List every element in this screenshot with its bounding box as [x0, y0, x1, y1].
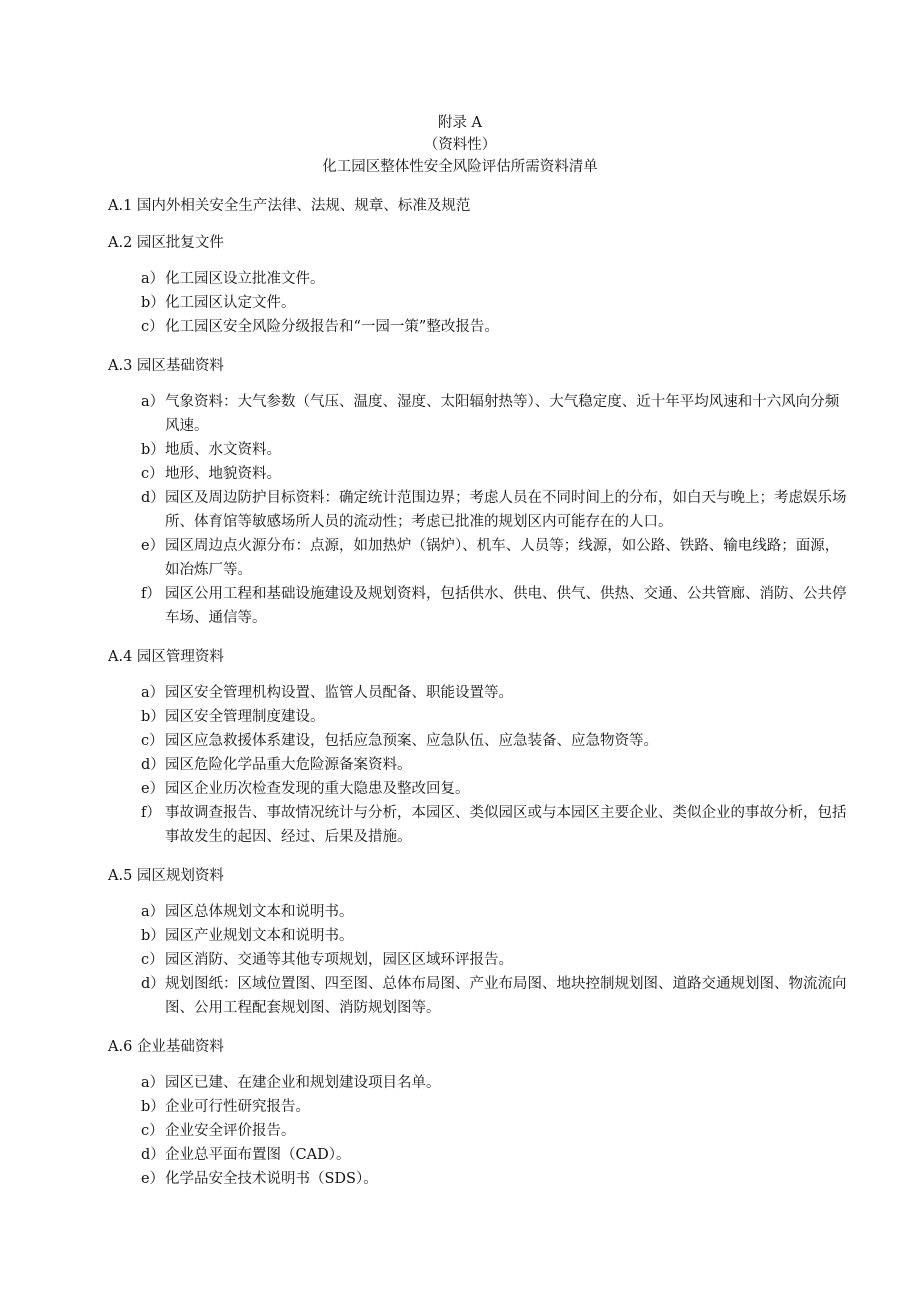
list-item: [108, 1071, 853, 1095]
document-body: [108, 196, 853, 1208]
list-item-marker: b）: [141, 1099, 165, 1115]
list-item-marker: c）: [141, 952, 164, 968]
list-item-marker: a）: [141, 1075, 165, 1091]
list-item: [108, 900, 853, 924]
list-item-marker: b）: [141, 709, 165, 725]
list-item: [108, 315, 853, 339]
section-heading: A.1 国内外相关安全生产法律、法规、规章、标准及规范: [108, 198, 471, 214]
list-item-marker: a）: [141, 685, 165, 701]
list-item-marker: c）: [141, 1123, 164, 1139]
list-item-text: 园区已建、在建企业和规划建设项目名单。: [165, 1075, 441, 1091]
list-item-marker: e）: [141, 781, 165, 797]
list-item-text: 企业总平面布置图（CAD）。: [165, 1147, 351, 1163]
list-item-marker: d）: [141, 976, 165, 992]
list-item-marker: b）: [141, 295, 165, 311]
section: [108, 196, 853, 216]
list-item: [108, 291, 853, 315]
list-item: [108, 1119, 853, 1143]
list-item-text: 园区及周边防护目标资料：确定统计范围边界；考虑人员在不同时间上的分布，如白天与晚上；考虑娱乐场所、体育馆等敏感场所人员的流动性；考虑已批准的规划区内可能存在的人口。: [165, 490, 847, 530]
list-item-marker: d）: [141, 490, 165, 506]
list-item: [108, 438, 853, 462]
list-item: [108, 1167, 853, 1191]
list-item-text: 事故调查报告、事故情况统计与分析，本园区、类似园区或与本园区主要企业、类似企业的事故分析，包括事故发生的起因、经过、后果及措施。: [165, 805, 847, 845]
appendix-header: [0, 112, 920, 178]
list-item-text: 化工园区认定文件。: [165, 295, 296, 311]
list-item: [108, 267, 853, 291]
appendix-label: 附录 A: [437, 115, 483, 131]
list-item: [108, 1143, 853, 1167]
list-item-text: 企业可行性研究报告。: [165, 1099, 310, 1115]
list-item-text: 园区安全管理机构设置、监管人员配备、职能设置等。: [165, 685, 513, 701]
list-item: [108, 777, 853, 801]
list-item-text: 园区消防、交通等其他专项规划，园区区域环评报告。: [165, 952, 513, 968]
list-item: [108, 924, 853, 948]
list-item: [108, 948, 853, 972]
list-item: [108, 462, 853, 486]
appendix-nature: （资料性）: [423, 137, 497, 153]
list-item-text: 规划图纸：区域位置图、四至图、总体布局图、产业布局图、地块控制规划图、道路交通规划图、物流流向图、公用工程配套规划图、消防规划图等。: [165, 976, 847, 1016]
list-item-text: 园区周边点火源分布：点源，如加热炉（锅炉）、机车、人员等；线源，如公路、铁路、输电线路；面源，如冶炼厂等。: [165, 538, 840, 578]
list-item: [108, 681, 853, 705]
list-item: [108, 486, 853, 534]
section: [108, 1037, 853, 1191]
section: [108, 647, 853, 849]
list-item-text: 园区产业规划文本和说明书。: [165, 928, 354, 944]
list-item: [108, 390, 853, 438]
list-item-text: 地形、地貌资料。: [165, 466, 281, 482]
section: [108, 233, 853, 339]
list-item: [108, 534, 853, 582]
list-item: [108, 801, 853, 849]
list-item-marker: a）: [141, 904, 165, 920]
list-item: [108, 972, 853, 1020]
list-item: [108, 753, 853, 777]
list-item-marker: f）: [141, 805, 161, 821]
list-item-text: 地质、水文资料。: [165, 442, 281, 458]
list-item-text: 企业安全评价报告。: [165, 1123, 296, 1139]
list-item-text: 化工园区安全风险分级报告和“一园一策”整改报告。: [165, 319, 499, 335]
list-item-marker: e）: [141, 1171, 165, 1187]
list-item: [108, 582, 853, 630]
list-item-marker: c）: [141, 733, 164, 749]
list-item-marker: c）: [141, 466, 164, 482]
list-item-text: 化工园区设立批准文件。: [165, 271, 325, 287]
list-item: [108, 729, 853, 753]
list-item-text: 园区应急救援体系建设，包括应急预案、应急队伍、应急装备、应急物资等。: [165, 733, 658, 749]
section-heading: A.5 园区规划资料: [108, 868, 224, 884]
list-item-marker: d）: [141, 1147, 165, 1163]
list-item-marker: d）: [141, 757, 165, 773]
list-item-text: 园区企业历次检查发现的重大隐患及整改回复。: [165, 781, 470, 797]
list-item-marker: e）: [141, 538, 165, 554]
section-heading: A.2 园区批复文件: [108, 235, 224, 251]
section-heading: A.6 企业基础资料: [108, 1039, 224, 1055]
appendix-title: 化工园区整体性安全风险评估所需资料清单: [322, 159, 598, 175]
list-item-text: 园区公用工程和基础设施建设及规划资料，包括供水、供电、供气、供热、交通、公共管廊、消防、公共停车场、通信等。: [165, 586, 847, 626]
section: [108, 356, 853, 630]
list-item-marker: c）: [141, 319, 164, 335]
list-item: [108, 1095, 853, 1119]
section-heading: A.4 园区管理资料: [108, 649, 224, 665]
section-heading: A.3 园区基础资料: [108, 358, 224, 374]
list-item-text: 园区总体规划文本和说明书。: [165, 904, 354, 920]
list-item-text: 园区危险化学品重大危险源备案资料。: [165, 757, 412, 773]
list-item-text: 气象资料：大气参数（气压、温度、湿度、太阳辐射热等）、大气稳定度、近十年平均风速和十六风向分频风速。: [165, 394, 840, 434]
list-item-marker: a）: [141, 271, 165, 287]
list-item: [108, 705, 853, 729]
list-item-marker: b）: [141, 442, 165, 458]
section: [108, 866, 853, 1020]
list-item-text: 化学品安全技术说明书（SDS）。: [165, 1171, 378, 1187]
list-item-marker: b）: [141, 928, 165, 944]
list-item-marker: f）: [141, 586, 161, 602]
list-item-marker: a）: [141, 394, 165, 410]
list-item-text: 园区安全管理制度建设。: [165, 709, 325, 725]
